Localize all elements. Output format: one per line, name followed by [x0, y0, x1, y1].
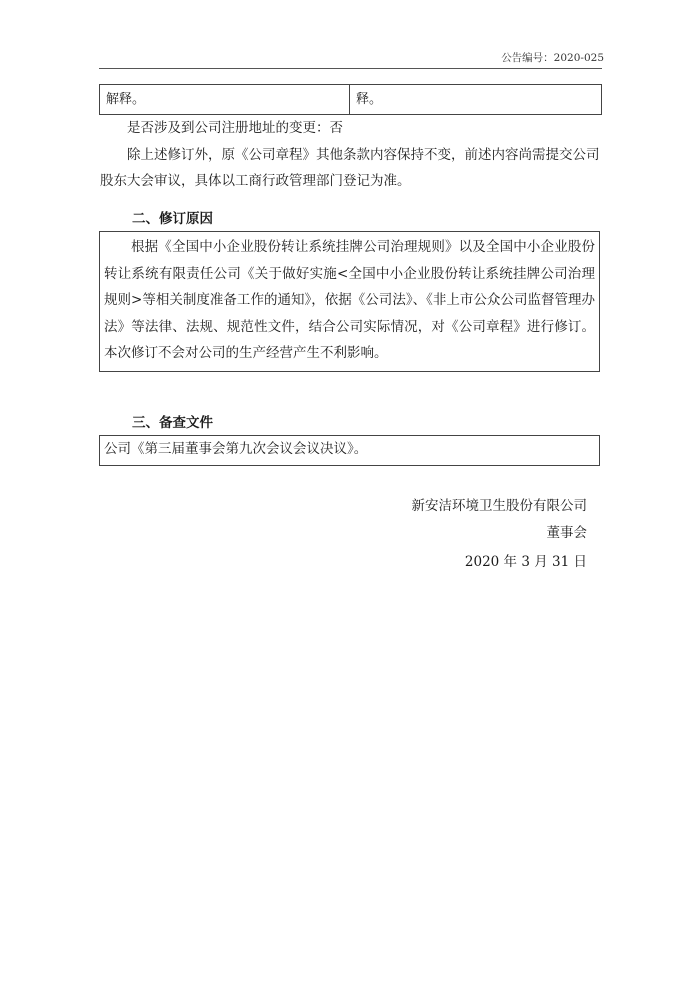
signature-board: 董事会: [546, 525, 587, 541]
section-title-reason: 二、修订原因: [132, 211, 213, 227]
announcement-number: 公告编号：2020-025: [501, 52, 604, 64]
header-divider: [99, 68, 602, 69]
other-clauses-paragraph: 除上述修订外，原《公司章程》其他条款内容保持不变，前述内容尚需提交公司股东大会审议，具体以工商行政管理部门登记为准。: [100, 147, 600, 189]
table-cell-original: 解释。: [100, 85, 350, 114]
signature-date: 2020 年 3 月 31 日: [464, 554, 587, 570]
reason-text: 根据《全国中小企业股份转让系统挂牌公司治理规则》以及全国中小企业股份转让系统有限责任公司《关于做好实施<全国中小企业股份转让系统挂牌公司治理规则>等相关制度准备工作的通知》，依据《公司法》、《非上市公众公司监督管理办法》等法律、法规、规范性文件，结合公司实际情况，对《公司章程》进行修订。本次修订不会对公司的生产经营产生不利影响。: [104, 239, 595, 361]
reason-box: [99, 231, 600, 372]
address-change-paragraph: 是否涉及到公司注册地址的变更：否: [127, 120, 343, 136]
documents-text: 公司《第三届董事会第九次会议会议决议》。: [104, 441, 368, 457]
documents-box: [99, 435, 600, 466]
signature-company: 新安洁环境卫生股份有限公司: [411, 498, 587, 514]
table-cell-revised: 释。: [356, 92, 383, 107]
revision-table-row: [99, 84, 602, 115]
section-title-documents: 三、备查文件: [132, 415, 213, 431]
